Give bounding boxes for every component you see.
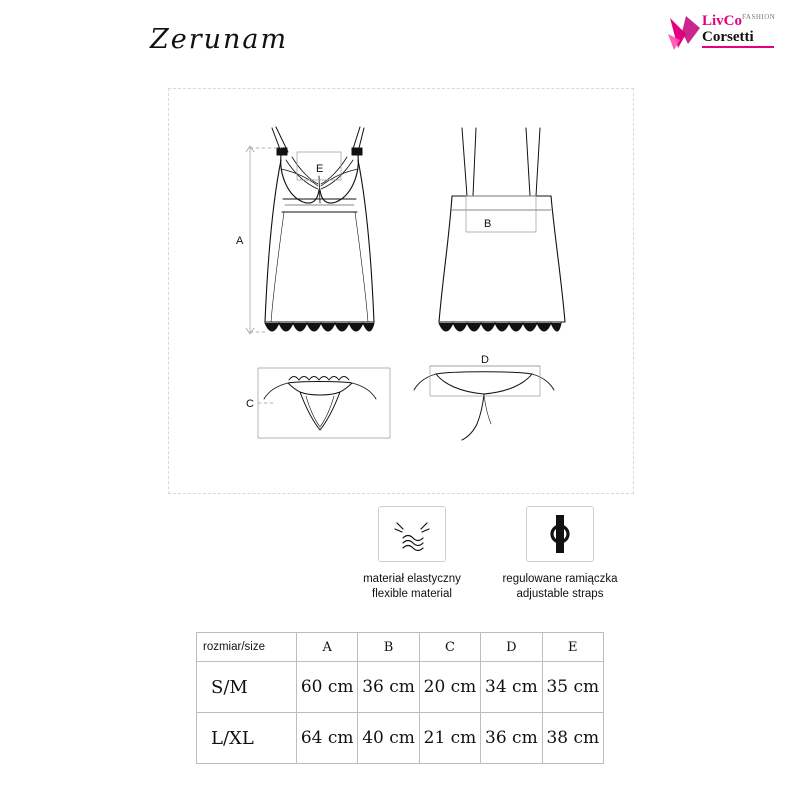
brand-logo	[666, 12, 776, 56]
cell-sm-c: 20 cm	[419, 662, 480, 713]
cell-sm-d: 34 cm	[481, 662, 542, 713]
page-title: Zerunam	[150, 24, 289, 55]
feature-label-en: flexible material	[372, 588, 452, 601]
header-c: C	[419, 633, 480, 662]
cell-lxl-e: 38 cm	[542, 713, 603, 764]
elastic-material-icon	[378, 506, 446, 562]
size-table	[196, 632, 604, 764]
brand-name-superscript: FASHION	[742, 13, 776, 21]
table-header-row	[197, 633, 604, 662]
measure-label-e: E	[316, 163, 324, 175]
brand-mark-icon	[666, 14, 702, 52]
brand-underline	[702, 46, 774, 48]
feature-label-pl: materiał elastyczny	[363, 573, 461, 585]
header-d: D	[481, 633, 542, 662]
cell-sm-e: 35 cm	[542, 662, 603, 713]
row-size-lxl: L/XL	[197, 713, 297, 764]
cell-lxl-b: 40 cm	[358, 713, 419, 764]
brand-name-secondary: Corsetti	[702, 28, 754, 45]
table-row	[197, 662, 604, 713]
measure-label-c: C	[246, 398, 254, 410]
row-size-sm: S/M	[197, 662, 297, 713]
measure-label-d: D	[481, 354, 489, 366]
feature-flexible-material	[342, 506, 482, 602]
cell-sm-b: 36 cm	[358, 662, 419, 713]
feature-label-en: adjustable straps	[516, 588, 604, 601]
cell-lxl-a: 64 cm	[297, 713, 358, 764]
cell-lxl-d: 36 cm	[481, 713, 542, 764]
header-b: B	[358, 633, 419, 662]
header-size-label: rozmiar/size	[197, 633, 297, 662]
header-e: E	[542, 633, 603, 662]
illustration-frame	[168, 88, 634, 494]
cell-lxl-c: 21 cm	[419, 713, 480, 764]
header-a: A	[297, 633, 358, 662]
measure-label-a: A	[236, 235, 244, 247]
feature-label-pl: regulowane ramiączka	[502, 573, 618, 585]
feature-adjustable-straps	[490, 506, 630, 602]
measure-label-b: B	[484, 218, 492, 230]
cell-sm-a: 60 cm	[297, 662, 358, 713]
brand-name-primary: LivCo	[702, 13, 743, 29]
adjustable-straps-icon	[526, 506, 594, 562]
table-row	[197, 713, 604, 764]
